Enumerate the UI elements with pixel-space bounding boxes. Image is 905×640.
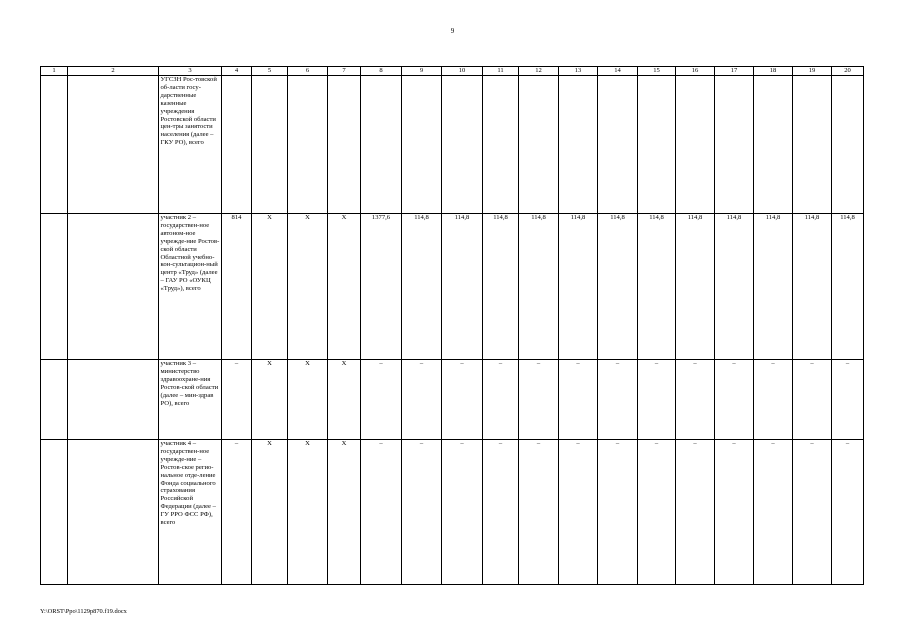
value-cell (288, 76, 328, 214)
table-cell (41, 360, 68, 440)
value-cell: – (715, 440, 754, 585)
value-cell (222, 76, 252, 214)
column-header: 12 (519, 67, 559, 76)
participant-name-cell: участник 4 – государствен-ное учрежде-ние – Ростов-ское регио-нальное отде-ление Фонда социального страхования Российской Федерации (далее – ГУ РРО ФСС РФ), всего (159, 440, 222, 585)
table-cell (41, 440, 68, 585)
table-row (41, 360, 864, 440)
value-cell: – (483, 360, 519, 440)
table-cell (68, 214, 159, 360)
value-cell: Х (328, 214, 361, 360)
value-cell: – (402, 440, 442, 585)
column-header: 19 (793, 67, 832, 76)
page-number: 9 (450, 27, 455, 35)
column-header: 16 (676, 67, 715, 76)
value-cell: – (638, 360, 676, 440)
value-cell: Х (252, 360, 288, 440)
value-cell: – (361, 440, 402, 585)
value-cell: – (715, 360, 754, 440)
value-cell: – (222, 440, 252, 585)
value-cell: – (442, 360, 483, 440)
value-cell: – (483, 440, 519, 585)
value-cell: 114,8 (483, 214, 519, 360)
value-cell (483, 76, 519, 214)
value-cell: – (519, 440, 559, 585)
table-row (41, 440, 864, 585)
value-cell (676, 76, 715, 214)
value-cell: – (676, 360, 715, 440)
value-cell (715, 76, 754, 214)
column-header: 14 (598, 67, 638, 76)
value-cell: – (559, 440, 598, 585)
value-cell: Х (288, 214, 328, 360)
value-cell: – (361, 360, 402, 440)
value-cell: Х (252, 214, 288, 360)
column-header: 7 (328, 67, 361, 76)
value-cell: 114,8 (754, 214, 793, 360)
value-cell: Х (288, 360, 328, 440)
table-row (41, 76, 864, 214)
table-row (41, 214, 864, 360)
value-cell: – (676, 440, 715, 585)
column-header: 20 (832, 67, 864, 76)
value-cell: 114,8 (442, 214, 483, 360)
column-header: 5 (252, 67, 288, 76)
value-cell: – (598, 360, 638, 440)
value-cell: Х (328, 440, 361, 585)
column-header: 10 (442, 67, 483, 76)
value-cell: 114,8 (402, 214, 442, 360)
value-cell: 114,8 (793, 214, 832, 360)
header-row (41, 67, 864, 76)
value-cell: – (519, 360, 559, 440)
table-cell (68, 76, 159, 214)
value-cell: 114,8 (715, 214, 754, 360)
column-header: 2 (68, 67, 159, 76)
value-cell: 114,8 (559, 214, 598, 360)
value-cell: – (832, 440, 864, 585)
value-cell: 114,8 (638, 214, 676, 360)
budget-table (40, 66, 864, 585)
value-cell: – (754, 360, 793, 440)
value-cell (361, 76, 402, 214)
column-header: 15 (638, 67, 676, 76)
value-cell: – (832, 360, 864, 440)
value-cell (442, 76, 483, 214)
column-header: 3 (159, 67, 222, 76)
value-cell (252, 76, 288, 214)
column-header: 9 (402, 67, 442, 76)
column-header: 13 (559, 67, 598, 76)
value-cell: Х (288, 440, 328, 585)
column-header: 18 (754, 67, 793, 76)
value-cell (793, 76, 832, 214)
value-cell: – (402, 360, 442, 440)
value-cell (519, 76, 559, 214)
value-cell: 114,8 (676, 214, 715, 360)
value-cell: 114,8 (832, 214, 864, 360)
value-cell (328, 76, 361, 214)
participant-name-cell: участник 2 – государствен-ное автоном-ное учрежде-ние Ростов-ской области Областной учебно-кон-сультацион-ный центр «Труд» (далее – ГАУ РО «ОУКЦ «Труд»), всего (159, 214, 222, 360)
value-cell (598, 76, 638, 214)
table-cell (68, 440, 159, 585)
value-cell: 1377,6 (361, 214, 402, 360)
participant-name-cell: участник 3 – министерство здравоохране-ния Ростов-ской области (далее – мин-здрав РО), всего (159, 360, 222, 440)
value-cell: Х (252, 440, 288, 585)
value-cell: – (793, 440, 832, 585)
value-cell (559, 76, 598, 214)
column-header: 6 (288, 67, 328, 76)
value-cell (754, 76, 793, 214)
column-header: 4 (222, 67, 252, 76)
column-header: 11 (483, 67, 519, 76)
value-cell: 814 (222, 214, 252, 360)
file-path-footer: Y:\ORST\Ppo\1129p870.f19.docx (40, 608, 127, 615)
table-cell (41, 214, 68, 360)
value-cell: – (222, 360, 252, 440)
table-cell (68, 360, 159, 440)
value-cell (832, 76, 864, 214)
value-cell: – (442, 440, 483, 585)
value-cell: – (638, 440, 676, 585)
column-header: 1 (41, 67, 68, 76)
value-cell: 114,8 (519, 214, 559, 360)
column-header: 8 (361, 67, 402, 76)
value-cell: – (793, 360, 832, 440)
value-cell: – (598, 440, 638, 585)
table-cell (41, 76, 68, 214)
value-cell: – (754, 440, 793, 585)
value-cell: – (559, 360, 598, 440)
value-cell (402, 76, 442, 214)
participant-name-cell: УГСЗН Рос-товской об-ласти госу-дарственные казенные учреждения Ростовской области цен-тры занятости населения (далее – ГКУ РО), всего (159, 76, 222, 214)
value-cell: 114,8 (598, 214, 638, 360)
value-cell: Х (328, 360, 361, 440)
value-cell (638, 76, 676, 214)
column-header: 17 (715, 67, 754, 76)
